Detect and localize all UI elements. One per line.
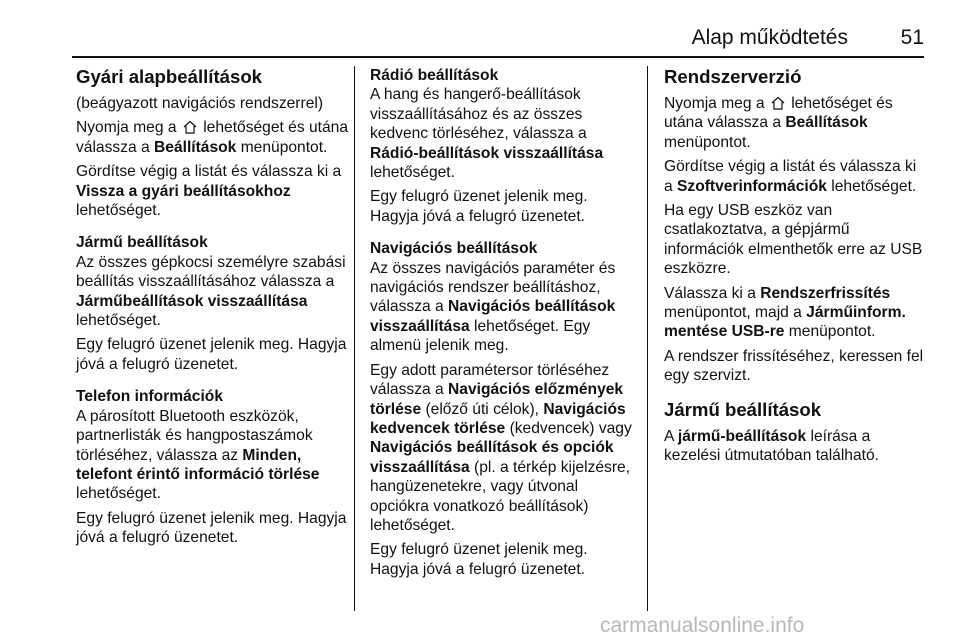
section-heading: Gyári alapbeállítások — [76, 66, 263, 87]
paragraph: A jármű-beállítások leírása a kezelési útmutatóban található. — [664, 427, 879, 465]
paragraph: Nyomja meg a lehetőséget és utána válassza a Beállítások menüpontot. — [664, 95, 893, 151]
subsection-title: Rádió beállítások — [370, 67, 499, 84]
paragraph: Egy felugró üzenet jelenik meg. Hagyja jóvá a felugró üzenetet. — [370, 188, 588, 225]
home-icon — [771, 96, 785, 110]
subsection-title: Jármű beállítások — [76, 234, 208, 252]
paragraph: Egy felugró üzenet jelenik meg. Hagyja jóvá a felugró üzenetet. — [76, 336, 347, 373]
watermark: carmanualsonline.info — [600, 614, 805, 637]
paragraph: Ha egy USB eszköz van csatlakoztatva, a gépjármű információk elmenthetők erre az USB eszközre. — [664, 202, 923, 278]
paragraph: Egy felugró üzenet jelenik meg. Hagyja jóvá a felugró üzenetet. — [370, 541, 588, 578]
section-heading: Rendszerverzió — [664, 66, 802, 87]
paragraph: A hang és hangerő-beállítások visszaállításához és az összes kedvenc törléséhez, válassza a Rádió-beállítások visszaállítása lehetőséget. — [370, 86, 604, 182]
section-radio-settings — [370, 66, 634, 226]
column-divider — [647, 66, 648, 611]
page-title: Alap működtetés — [691, 26, 848, 49]
column-2 — [370, 66, 634, 584]
paragraph: Az összes gépkocsi személyre szabási beállítás visszaállításához válassza a Járműbeállítások visszaállítása lehetőséget. — [76, 253, 346, 330]
paragraph: Válassza ki a Rendszerfrissítés menüpontot, majd a Járműinform. mentése USB-re menüpontot. — [664, 284, 906, 341]
section-phone-info — [76, 387, 348, 547]
section-vehicle-settings — [76, 233, 348, 374]
section-heading: Jármű beállítások — [664, 398, 822, 420]
paragraph: Egy felugró üzenet jelenik meg. Hagyja jóvá a felugró üzenetet. — [76, 509, 347, 547]
subsection-title: Navigációs beállítások — [370, 240, 538, 258]
paragraph: A párosított Bluetooth eszközök, partnerlisták és hangpostaszámok törléséhez, válassza az Minden, telefont érintő információ törlése lehetőséget. — [76, 407, 320, 503]
home-icon — [183, 120, 197, 134]
column-divider — [354, 66, 355, 611]
section-navigation-settings — [370, 239, 634, 579]
paragraph: Gördítse végig a listát és válassza ki a Vissza a gyári beállításokhoz lehetőséget. — [76, 163, 342, 220]
page-header — [72, 24, 924, 58]
column-3 — [664, 66, 929, 471]
paragraph: Egy adott paramétersor törléséhez válassza a Navigációs előzmények törlése (előző úti célok), Navigációs kedvencek törlése (kedvencek) vagy Navigációs beállítások és opciók visszaállítása (pl. a térkép kijelzésre, hangüzenetekre, vagy útvonal opciókra vonatkozó beállítások) lehetőséget. — [370, 361, 632, 534]
paragraph: Gördítse végig a listát és válassza ki a Szoftverinformációk lehetőséget. — [664, 158, 917, 195]
subsection-title: Telefon információk — [76, 388, 224, 406]
paragraph: Nyomja meg a lehetőséget és utána válassza a Beállítások menüpontot. — [76, 119, 348, 156]
paragraph: Az összes navigációs paraméter és navigációs rendszer beállításhoz, válassza a Navigációs beállítások visszaállítása lehetőséget. Egy almenü jelenik meg. — [370, 259, 616, 355]
column-1 — [76, 66, 348, 553]
section-subheading: (beágyazott navigációs rendszerrel) — [76, 95, 324, 112]
page-number: 51 — [900, 26, 924, 49]
paragraph: A rendszer frissítéséhez, keressen fel egy szervizt. — [664, 347, 924, 385]
